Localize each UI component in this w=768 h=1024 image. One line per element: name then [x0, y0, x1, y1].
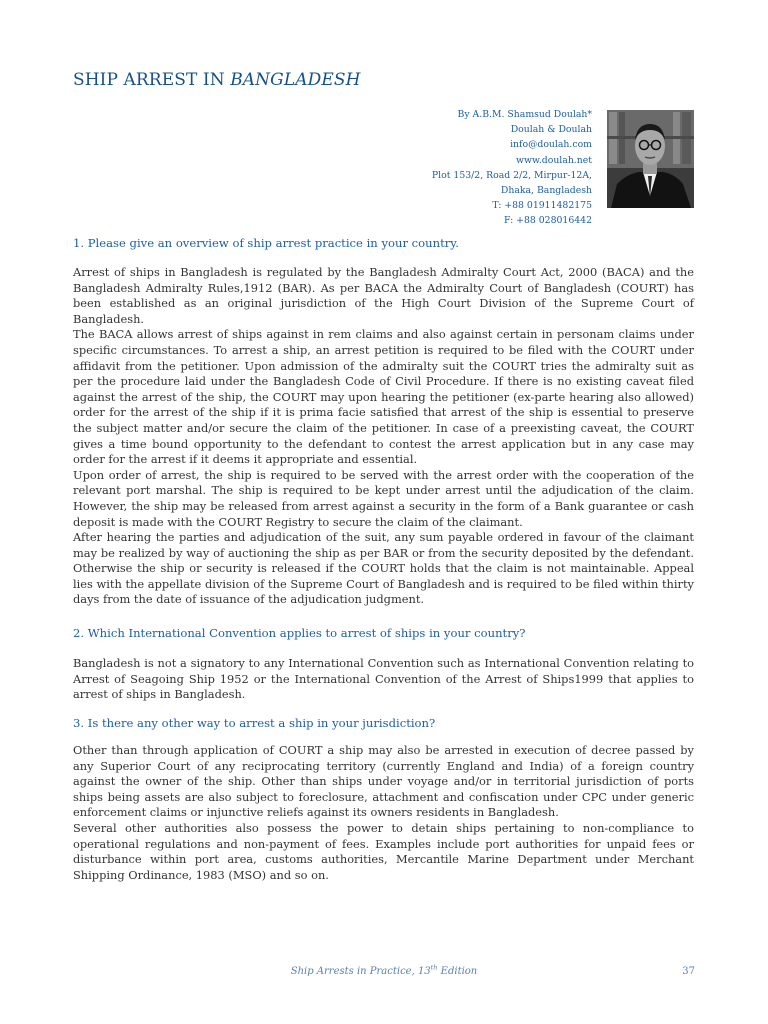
author-website: www.doulah.net [516, 154, 592, 166]
publication-title-text: Ship Arrests in Practice, 13 [290, 966, 431, 977]
title-prefix: SHIP ARREST IN [73, 70, 231, 90]
answer-1 [73, 265, 694, 608]
page-title [73, 70, 361, 90]
author-phone: T: +88 01911482175 [492, 200, 592, 212]
question-1-heading: 1. Please give an overview of ship arrest practice in your country. [73, 236, 459, 250]
author-portrait-image [607, 110, 694, 208]
answer-2 [73, 656, 694, 703]
answer-3 [73, 743, 694, 883]
answer-1-paragraph: The BACA allows arrest of ships against in rem claims and also against certain in personam claims under specific circumstances. To arrest a ship, an arrest petition is required to be filed with the COURT under affidavit from the petitioner. Upon admission of the admiralty suit the COURT tries the admiralty suit as per the procedure laid under the Bangladesh Code of Civil Procedure. If there is no existing caveat filed against the arrest of the ship, the COURT may upon hearing the petitioner (ex-parte hearing also allowed) order for the arrest of the ship if it is prima facie satisfied that arrest of the ship is essential to preserve the subject matter and/or secure the claim of the petitioner. In case of a preexisting caveat, the COURT gives a time bound opportunity to the defendant to contest the arrest application but in any case may order for the arrest if it deems it appropriate and essential. [73, 327, 694, 467]
author-byline: By A.B.M. Shamsud Doulah* [457, 109, 592, 120]
page-number: 37 [682, 966, 695, 977]
answer-1-paragraph: Arrest of ships in Bangladesh is regulated by the Bangladesh Admiralty Court Act, 2000 (BACA) and the Bangladesh Admiralty Rules,1912 (BAR). As per BACA the Admiralty Court of Bangladesh (COURT) has been established as an original jurisdiction of the High Court Division of the Supreme Court of Bangladesh. [73, 265, 694, 326]
answer-1-paragraph: After hearing the parties and adjudication of the suit, any sum payable ordered in favour of the claimant may be realized by way of auctioning the ship as per BAR or from the security deposited by the defendant. Otherwise the ship or security is released if the COURT holds that the claim is not maintainable. Appeal lies with the appellate division of the Supreme Court of Bangladesh and is required to be filed within thirty days from the date of issuance of the adjudication judgment. [73, 530, 694, 607]
title-country: BANGLADESH [230, 70, 361, 90]
edition-superscript: th [430, 963, 438, 972]
author-fax: F: +88 028016442 [503, 215, 592, 227]
author-address-line: Plot 153/2, Road 2/2, Mirpur-12A, [431, 169, 592, 181]
author-photo [607, 110, 694, 208]
author-firm: Doulah & Doulah [510, 124, 592, 136]
author-block [432, 107, 592, 229]
author-city: Dhaka, Bangladesh [500, 185, 592, 197]
answer-2-paragraph: Bangladesh is not a signatory to any International Convention such as International Convention relating to Arrest of Seagoing Ship 1952 or the International Convention of the Arrest of Ships1999 that applies to arrest of ships in Bangladesh. [73, 656, 694, 702]
author-email: info@doulah.com [510, 139, 592, 151]
question-3-heading: 3. Is there any other way to arrest a ship in your jurisdiction? [73, 716, 436, 730]
answer-3-paragraph: Other than through application of COURT a ship may also be arrested in execution of decree passed by any Superior Court of any reciprocating territory (currently England and India) of a foreign country against the owner of the ship. Other than ships under voyage and/or in territorial jurisdiction of ports ships being assets are also subject to foreclosure, attachment and confiscation under CPC under generic enforcement claims or injunctive reliefs against its owners residents in Bangladesh. [73, 743, 694, 820]
question-2-heading: 2. Which International Convention applies to arrest of ships in your country? [73, 626, 526, 640]
publication-edition-text: Edition [437, 966, 478, 977]
answer-3-paragraph: Several other authorities also possess the power to detain ships pertaining to non-compliance to operational regulations and non-payment of fees. Examples include port authorities for unpaid fees or disturbance within port area, customs authorities, Mercantile Marine Department under Merchant Shipping Ordinance, 1983 (MSO) and so on. [73, 820, 694, 882]
publication-title [0, 963, 768, 977]
answer-1-paragraph: Upon order of arrest, the ship is required to be served with the arrest order with the cooperation of the relevant port marshal. The ship is required to be kept under arrest until the adjudication of the claim. However, the ship may be released from arrest against a security in the form of a Bank guarantee or cash deposit is made with the COURT Registry to secure the claim of the claimant. [73, 467, 694, 529]
